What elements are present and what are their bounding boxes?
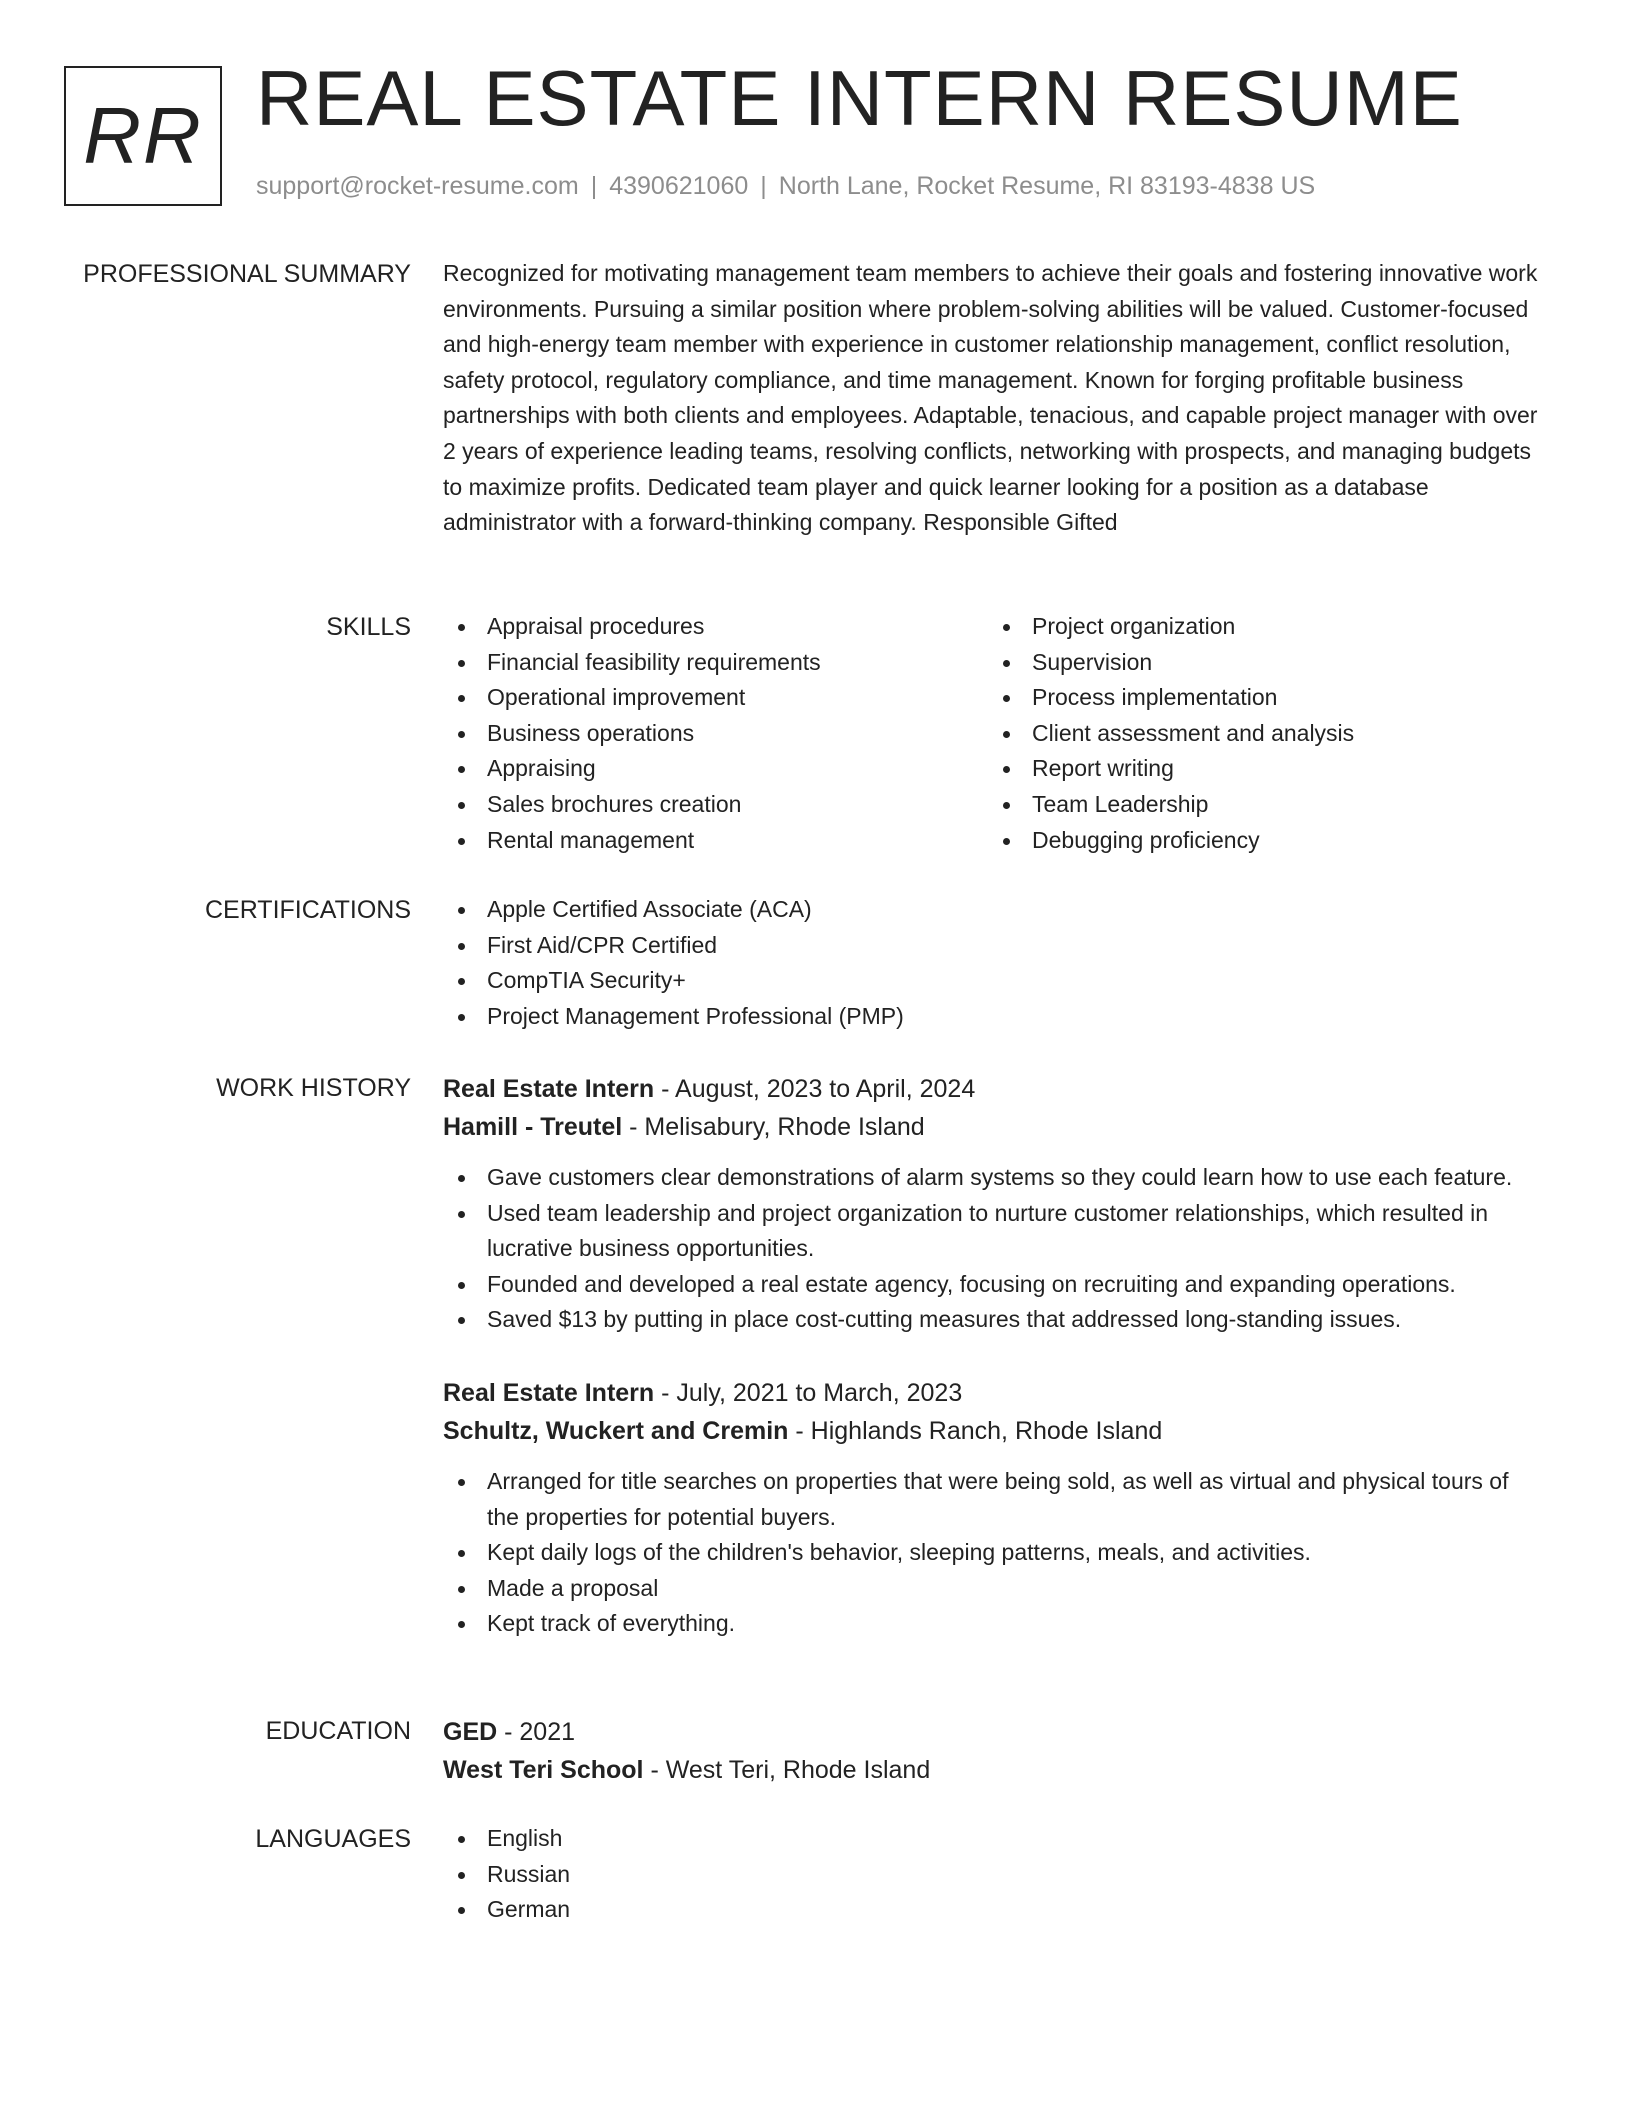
skill-item: Client assessment and analysis [988,716,1533,752]
skill-item: Rental management [443,823,988,859]
skill-item: Process implementation [988,680,1533,716]
job-title: Real Estate Intern [443,1075,655,1103]
certification-item: CompTIA Security+ [443,963,1543,999]
job-dates: - July, 2021 to March, 2023 [654,1378,963,1407]
job-bullet: Saved $13 by putting in place cost-cutting measures that addressed long-standing issues. [443,1302,1543,1338]
certification-item: Apple Certified Associate (ACA) [443,892,1543,928]
contact-email[interactable]: support@rocket-resume.com [256,172,579,200]
skill-item: Team Leadership [988,787,1533,823]
education-school-line [443,1751,1543,1789]
certification-item: First Aid/CPR Certified [443,928,1543,964]
education-year: - 2021 [497,1718,576,1746]
resume-title: REAL ESTATE INTERN RESUME [256,54,1463,142]
skill-item: Business operations [443,716,988,752]
job-bullet: Kept daily logs of the children's behavior, sleeping patterns, meals, and activities. [443,1535,1543,1571]
skill-item: Appraising [443,751,988,787]
job-bullet: Made a proposal [443,1571,1543,1607]
job-company: Hamill - Treutel [443,1113,623,1141]
education-school: West Teri School [443,1756,644,1784]
languages-list [443,1821,1543,1928]
skills-list-right [988,609,1533,858]
summary-text: Recognized for motivating management team members to achieve their goals and fostering innovative work environments. Pursuing a similar position where problem-solving abilities will be valued. Customer-focused and high-energy team member with experience in customer relationship management, conflict resolution, safety protocol, regulatory compliance, and time management. Known for forging profitable business partnerships with both clients and employees. Adaptable, tenacious, and capable project manager with over 2 years of experience leading teams, resolving conflicts, networking with prospects, and managing budgets to maximize profits. Dedicated team player and quick learner looking for a position as a database administrator with a forward-thinking company. Responsible Gifted [443,260,1538,536]
work-history-heading: WORK HISTORY [216,1074,411,1102]
skills-list-left [443,609,988,858]
language-item: Russian [443,1857,1543,1893]
contact-line [256,172,1315,201]
job-entry [443,1374,1543,1642]
contact-separator: | [590,172,598,200]
job-company-line [443,1412,1543,1450]
language-item: German [443,1892,1543,1928]
job-bullet: Kept track of everything. [443,1606,1543,1642]
certification-item: Project Management Professional (PMP) [443,999,1543,1035]
education-degree: GED [443,1718,498,1746]
contact-address: North Lane, Rocket Resume, RI 83193-4838 US [778,172,1316,200]
skill-item: Operational improvement [443,680,988,716]
job-company-line [443,1108,1543,1146]
job-location: - Melisabury, Rhode Island [622,1113,925,1141]
education-degree-line [443,1713,1543,1751]
job-title-line [443,1374,1543,1412]
summary-heading: PROFESSIONAL SUMMARY [83,260,411,288]
skills-heading: SKILLS [326,613,411,641]
job-dates: - August, 2023 to April, 2024 [654,1075,976,1103]
skill-item: Financial feasibility requirements [443,645,988,681]
job-company: Schultz, Wuckert and Cremin [443,1416,789,1445]
skill-item: Project organization [988,609,1533,645]
contact-separator: | [760,172,767,200]
job-location: - Highlands Ranch, Rhode Island [788,1416,1163,1445]
contact-phone[interactable]: 4390621060 [609,172,749,200]
certifications-heading: CERTIFICATIONS [204,896,411,924]
job-bullet: Founded and developed a real estate agency, focusing on recruiting and expanding operations. [443,1267,1543,1303]
skill-item: Debugging proficiency [988,823,1533,859]
job-entry [443,1070,1543,1338]
job-bullets [443,1160,1543,1338]
education-location: - West Teri, Rhode Island [643,1756,931,1784]
job-title: Real Estate Intern [443,1378,655,1407]
language-item: English [443,1821,1543,1857]
certifications-list [443,892,1543,1034]
languages-heading: LANGUAGES [255,1825,411,1853]
job-bullet: Gave customers clear demonstrations of alarm systems so they could learn how to use each feature. [443,1160,1543,1196]
skill-item: Appraisal procedures [443,609,988,645]
skill-item: Report writing [988,751,1533,787]
job-bullets [443,1464,1543,1642]
monogram-logo: RR [64,66,222,206]
skill-item: Sales brochures creation [443,787,988,823]
job-bullet: Arranged for title searches on properties that were being sold, as well as virtual and physical tours of the properties for potential buyers. [443,1464,1543,1535]
job-title-line [443,1070,1543,1108]
education-heading: EDUCATION [265,1717,411,1745]
skill-item: Supervision [988,645,1533,681]
job-bullet: Used team leadership and project organization to nurture customer relationships, which resulted in lucrative business opportunities. [443,1196,1543,1267]
